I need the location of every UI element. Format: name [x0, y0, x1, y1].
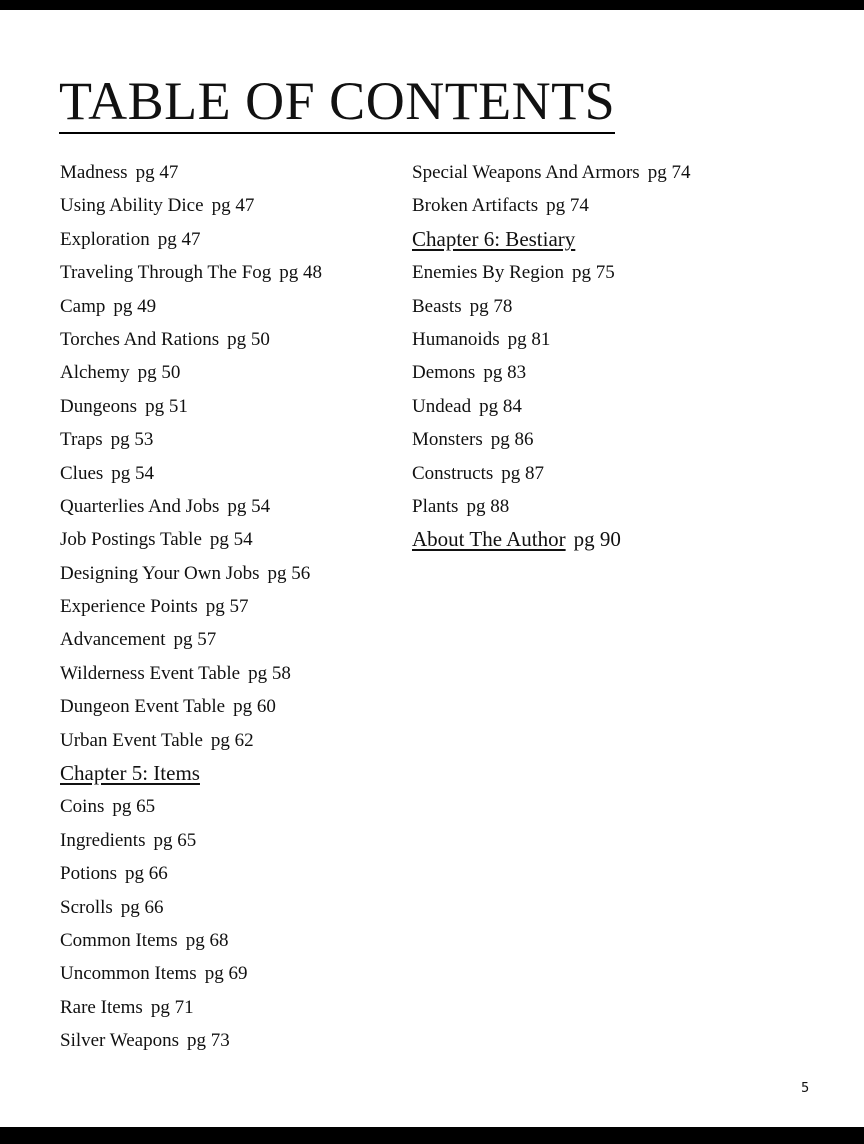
toc-entry[interactable] — [412, 256, 690, 289]
toc-entry[interactable] — [412, 290, 690, 323]
toc-entry-page: pg 84 — [479, 395, 522, 417]
toc-entry-page: pg 53 — [110, 429, 154, 451]
toc-entry[interactable] — [60, 490, 322, 523]
page-title: TABLE OF CONTENTS — [59, 70, 615, 134]
toc-entry[interactable] — [60, 657, 322, 690]
toc-entry-title: Humanoids — [412, 328, 500, 350]
toc-entry[interactable] — [60, 223, 322, 256]
toc-entry-title: Special Weapons And Armors — [412, 162, 640, 183]
toc-entry-title: Broken Artifacts — [412, 195, 539, 217]
toc-entry-page: pg 68 — [185, 929, 229, 951]
toc-entry[interactable] — [60, 891, 322, 924]
toc-entry-title: Wilderness Event Table — [60, 662, 241, 684]
bottom-border-bar — [0, 1127, 864, 1144]
toc-entry[interactable] — [60, 824, 322, 857]
toc-entry-page: pg 54 — [111, 462, 155, 484]
toc-entry-title: Scrolls — [60, 896, 113, 918]
toc-entry-title: Alchemy — [60, 362, 130, 384]
toc-entry[interactable] — [60, 623, 322, 656]
toc-entry-page: pg 66 — [125, 863, 168, 885]
toc-entry[interactable] — [60, 356, 322, 389]
toc-entry-title: Undead — [412, 395, 472, 417]
toc-entry-page: pg 81 — [507, 328, 551, 350]
toc-entry[interactable] — [412, 156, 690, 189]
toc-entry[interactable] — [412, 356, 690, 389]
toc-entry[interactable] — [60, 156, 322, 189]
toc-entry[interactable] — [60, 290, 322, 323]
toc-entry-title: Rare Items — [60, 996, 143, 1018]
toc-entry-page: pg 90 — [573, 527, 621, 552]
toc-entry-title: Madness — [60, 162, 128, 183]
toc-entry[interactable] — [60, 523, 322, 556]
toc-entry[interactable] — [412, 323, 690, 356]
toc-entry-title: Traps — [60, 429, 103, 451]
toc-entry-title: Potions — [60, 863, 118, 885]
toc-entry-page: pg 71 — [150, 996, 194, 1018]
toc-entry-title: Traveling Through The Fog — [60, 262, 272, 284]
toc-entry-page: pg 66 — [120, 896, 164, 918]
toc-entry-title: Torches And Rations — [60, 328, 220, 350]
toc-entry[interactable] — [60, 924, 322, 957]
toc-entry-title: Demons — [412, 362, 476, 384]
toc-entry-page: pg 73 — [186, 1030, 230, 1052]
toc-entry-page: pg 47 — [157, 228, 201, 250]
toc-entry-page: pg 49 — [113, 295, 157, 317]
toc-chapter-heading[interactable] — [412, 223, 690, 256]
toc-entry-title: Monsters — [412, 429, 483, 451]
toc-entry-page: pg 58 — [248, 662, 291, 684]
toc-entry-page: pg 87 — [501, 462, 545, 484]
toc-entry-title: Using Ability Dice — [60, 195, 204, 217]
toc-chapter-heading[interactable] — [412, 523, 690, 556]
toc-entry-page: pg 57 — [205, 596, 249, 618]
toc-entry-page: pg 75 — [571, 262, 615, 284]
toc-entry-title: Chapter 6: Bestiary — [412, 226, 576, 251]
toc-entry-page: pg 74 — [546, 195, 589, 217]
top-border-bar — [0, 0, 864, 10]
toc-entry-title: Uncommon Items — [60, 963, 197, 985]
toc-entry-page: pg 50 — [227, 328, 270, 350]
toc-entry-page: pg 60 — [233, 696, 276, 718]
toc-entry[interactable] — [412, 189, 690, 222]
toc-entry-title: Beasts — [412, 295, 462, 317]
toc-entry-title: Ingredients — [60, 829, 146, 851]
toc-entry-page: pg 47 — [135, 162, 179, 183]
toc-entry[interactable] — [60, 724, 322, 757]
toc-entry-title: Exploration — [60, 228, 150, 250]
toc-entry-page: pg 48 — [279, 262, 323, 284]
toc-entry[interactable] — [412, 457, 690, 490]
toc-entry-title: Clues — [60, 462, 104, 484]
toc-entry-page: pg 47 — [211, 195, 255, 217]
toc-entry-page: pg 57 — [173, 629, 217, 651]
toc-entry[interactable] — [412, 423, 690, 456]
toc-entry[interactable] — [60, 256, 322, 289]
toc-entry-title: Designing Your Own Jobs — [60, 562, 260, 584]
toc-entry-page: pg 88 — [466, 495, 510, 517]
toc-entry-page: pg 54 — [227, 495, 271, 517]
toc-entry-page: pg 65 — [112, 796, 156, 818]
toc-entry[interactable] — [60, 991, 322, 1024]
toc-entry-page: pg 78 — [469, 295, 513, 317]
toc-entry[interactable] — [60, 323, 322, 356]
toc-entry[interactable] — [60, 790, 322, 823]
toc-entry-page: pg 69 — [204, 963, 248, 985]
page-number: 5 — [801, 1081, 810, 1096]
toc-entry-title: Chapter 5: Items — [60, 761, 200, 786]
toc-entry-page: pg 86 — [490, 429, 534, 451]
toc-column-right — [412, 156, 690, 557]
toc-entry[interactable] — [60, 189, 322, 222]
toc-entry-title: Enemies By Region — [412, 262, 564, 284]
toc-entry[interactable] — [60, 690, 322, 723]
toc-entry[interactable] — [60, 1024, 322, 1057]
toc-entry-title: Experience Points — [60, 596, 198, 618]
toc-entry-title: Constructs — [412, 462, 494, 484]
toc-entry-title: Plants — [412, 495, 459, 517]
toc-entry-title: Urban Event Table — [60, 729, 203, 751]
toc-entry-page: pg 56 — [267, 562, 311, 584]
toc-entry-title: Common Items — [60, 929, 178, 951]
toc-column-left — [60, 156, 322, 1058]
toc-entry-page: pg 74 — [647, 162, 691, 183]
toc-entry-page: pg 54 — [209, 529, 253, 551]
toc-entry-title: Coins — [60, 796, 105, 818]
toc-entry-title: Dungeon Event Table — [60, 696, 226, 718]
toc-entry-title: Advancement — [60, 629, 166, 651]
toc-entry[interactable] — [60, 557, 322, 590]
toc-entry-page: pg 50 — [137, 362, 181, 384]
toc-entry-page: pg 62 — [210, 729, 254, 751]
toc-entry[interactable] — [60, 590, 322, 623]
toc-entry[interactable] — [60, 423, 322, 456]
toc-entry-title: Dungeons — [60, 395, 138, 417]
toc-entry-title: Quarterlies And Jobs — [60, 495, 220, 517]
toc-entry[interactable] — [60, 390, 322, 423]
toc-entry-title: Silver Weapons — [60, 1030, 179, 1052]
toc-entry-title: Job Postings Table — [60, 529, 202, 551]
toc-entry-page: pg 51 — [145, 395, 188, 417]
toc-entry-title: About The Author — [412, 527, 566, 552]
toc-entry-page: pg 83 — [483, 362, 527, 384]
toc-chapter-heading[interactable] — [60, 757, 322, 790]
toc-entry[interactable] — [60, 857, 322, 890]
toc-entry[interactable] — [412, 390, 690, 423]
toc-entry-page: pg 65 — [153, 829, 197, 851]
toc-entry[interactable] — [60, 957, 322, 990]
toc-entry-title: Camp — [60, 295, 106, 317]
toc-entry[interactable] — [412, 490, 690, 523]
toc-entry[interactable] — [60, 457, 322, 490]
